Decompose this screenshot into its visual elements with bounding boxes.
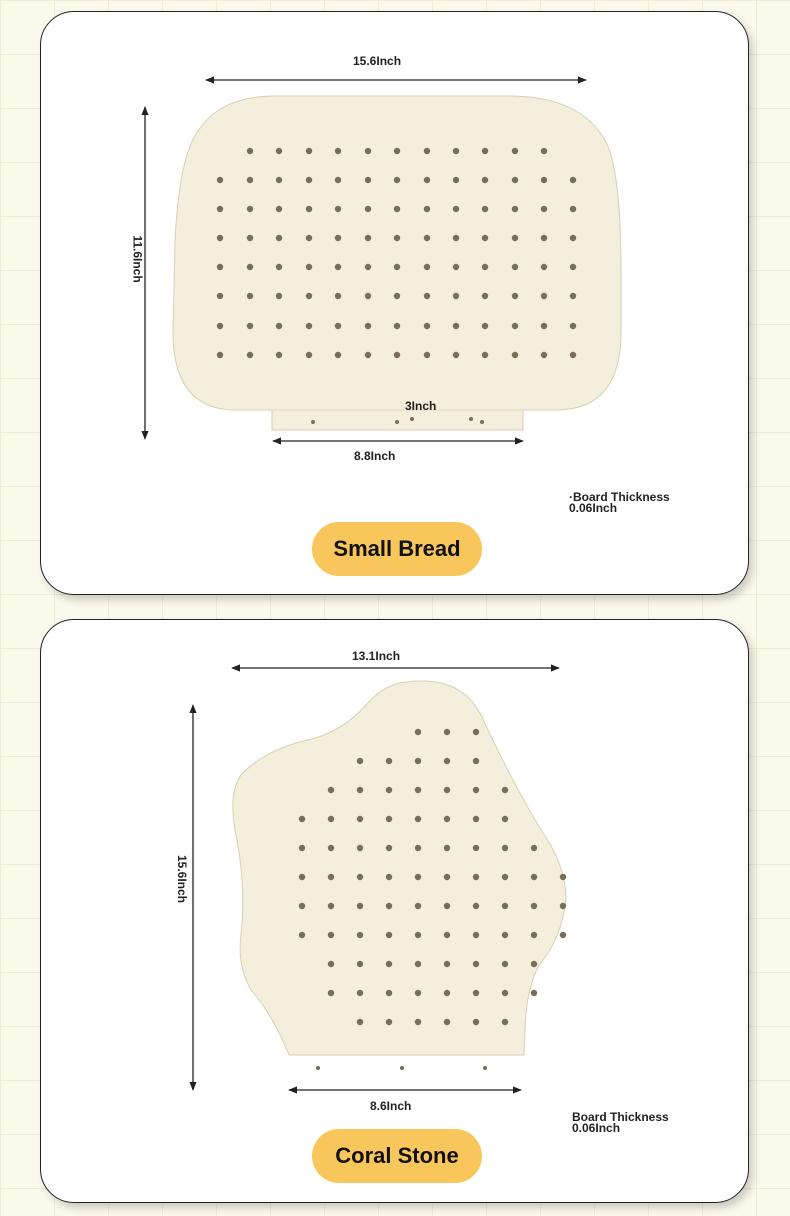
- hole: [276, 352, 282, 358]
- hole: [357, 816, 363, 822]
- hole: [444, 990, 450, 996]
- hole: [415, 874, 421, 880]
- hole: [217, 264, 223, 270]
- hole: [453, 293, 459, 299]
- thickness-value: 0.06Inch: [572, 1121, 621, 1135]
- coral-stone-board: [233, 681, 566, 1055]
- hole: [424, 148, 430, 154]
- hole: [512, 148, 518, 154]
- hole: [335, 352, 341, 358]
- hole: [394, 323, 400, 329]
- product-name-badge: Small Bread: [312, 522, 482, 576]
- thickness-label: Board Thickness: [572, 1110, 669, 1124]
- hole: [512, 352, 518, 358]
- hole: [482, 206, 488, 212]
- hole: [482, 293, 488, 299]
- hole: [306, 323, 312, 329]
- hole: [570, 352, 576, 358]
- base-label: 8.8Inch: [354, 449, 396, 463]
- hole: [512, 323, 518, 329]
- hole: [415, 787, 421, 793]
- hole: [541, 323, 547, 329]
- hole: [394, 148, 400, 154]
- hole: [316, 1066, 320, 1070]
- hole: [424, 323, 430, 329]
- hole: [306, 264, 312, 270]
- hole: [541, 352, 547, 358]
- hole: [570, 293, 576, 299]
- hole: [512, 264, 518, 270]
- hole: [424, 293, 430, 299]
- hole: [410, 417, 414, 421]
- hole: [306, 148, 312, 154]
- board-thickness: [569, 492, 670, 514]
- hole: [541, 206, 547, 212]
- hole: [365, 264, 371, 270]
- hole: [541, 293, 547, 299]
- hole: [541, 148, 547, 154]
- hole: [247, 206, 253, 212]
- hole: [570, 235, 576, 241]
- hole: [469, 417, 473, 421]
- hole: [365, 177, 371, 183]
- hole: [365, 235, 371, 241]
- hole: [453, 206, 459, 212]
- hole: [570, 177, 576, 183]
- hole: [400, 1066, 404, 1070]
- hole: [482, 352, 488, 358]
- hole: [217, 293, 223, 299]
- hole: [335, 235, 341, 241]
- hole: [386, 961, 392, 967]
- hole: [453, 177, 459, 183]
- hole: [217, 323, 223, 329]
- hole: [473, 787, 479, 793]
- hole: [444, 961, 450, 967]
- hole: [473, 729, 479, 735]
- base-label: 8.6Inch: [370, 1099, 412, 1113]
- hole: [483, 1066, 487, 1070]
- hole: [247, 235, 253, 241]
- hole: [473, 961, 479, 967]
- height-label: 11.6Inch: [130, 235, 145, 283]
- hole: [394, 177, 400, 183]
- product-card-coral-stone: [40, 619, 749, 1203]
- hole: [444, 845, 450, 851]
- hole: [482, 177, 488, 183]
- hole: [328, 874, 334, 880]
- hole: [473, 932, 479, 938]
- hole: [276, 264, 282, 270]
- hole: [473, 1019, 479, 1025]
- hole: [386, 1019, 392, 1025]
- hole: [357, 961, 363, 967]
- hole: [394, 235, 400, 241]
- hole: [502, 932, 508, 938]
- hole: [247, 148, 253, 154]
- hole: [395, 420, 399, 424]
- hole: [306, 206, 312, 212]
- hole: [394, 352, 400, 358]
- hole: [357, 903, 363, 909]
- hole: [473, 903, 479, 909]
- hole: [541, 177, 547, 183]
- hole: [335, 293, 341, 299]
- hole: [415, 932, 421, 938]
- hole: [541, 264, 547, 270]
- hole: [247, 293, 253, 299]
- hole: [424, 352, 430, 358]
- hole: [394, 293, 400, 299]
- hole: [365, 206, 371, 212]
- hole: [328, 845, 334, 851]
- hole: [276, 235, 282, 241]
- hole: [570, 264, 576, 270]
- hole: [502, 816, 508, 822]
- hole: [247, 323, 253, 329]
- hole: [335, 177, 341, 183]
- hole: [424, 177, 430, 183]
- hole: [335, 323, 341, 329]
- hole: [299, 874, 305, 880]
- hole: [560, 874, 566, 880]
- hole: [386, 932, 392, 938]
- hole: [444, 1019, 450, 1025]
- hole: [531, 932, 537, 938]
- hole: [482, 323, 488, 329]
- hole: [570, 323, 576, 329]
- thickness-value: 0.06Inch: [569, 501, 618, 515]
- hole: [299, 816, 305, 822]
- hole: [512, 235, 518, 241]
- hole: [415, 729, 421, 735]
- hole: [365, 323, 371, 329]
- hole: [482, 235, 488, 241]
- hole: [311, 420, 315, 424]
- hole: [328, 903, 334, 909]
- hole: [453, 323, 459, 329]
- hole: [365, 352, 371, 358]
- hole: [357, 1019, 363, 1025]
- hole: [386, 874, 392, 880]
- hole: [444, 874, 450, 880]
- hole: [217, 206, 223, 212]
- hole: [299, 903, 305, 909]
- hole: [473, 816, 479, 822]
- hole: [415, 758, 421, 764]
- hole: [217, 177, 223, 183]
- hole: [328, 932, 334, 938]
- hole: [386, 758, 392, 764]
- hole: [473, 845, 479, 851]
- hole: [299, 932, 305, 938]
- hole: [444, 903, 450, 909]
- hole: [473, 990, 479, 996]
- hole: [531, 990, 537, 996]
- hole: [335, 148, 341, 154]
- hole: [357, 932, 363, 938]
- hole: [217, 352, 223, 358]
- hole: [328, 816, 334, 822]
- hole: [502, 874, 508, 880]
- hole: [502, 990, 508, 996]
- hole: [502, 787, 508, 793]
- hole: [415, 845, 421, 851]
- hole: [415, 903, 421, 909]
- hole: [512, 206, 518, 212]
- hole: [247, 352, 253, 358]
- hole: [570, 206, 576, 212]
- hole: [276, 323, 282, 329]
- hole: [502, 845, 508, 851]
- hole: [357, 758, 363, 764]
- hole: [444, 932, 450, 938]
- hole: [560, 903, 566, 909]
- hole: [306, 177, 312, 183]
- hole: [541, 235, 547, 241]
- hole: [453, 148, 459, 154]
- hole: [502, 1019, 508, 1025]
- hole: [386, 845, 392, 851]
- hole: [386, 816, 392, 822]
- hole: [531, 874, 537, 880]
- hole: [444, 758, 450, 764]
- hole: [444, 787, 450, 793]
- hole: [424, 264, 430, 270]
- hole: [299, 845, 305, 851]
- hole: [247, 177, 253, 183]
- hole: [357, 787, 363, 793]
- hole: [386, 787, 392, 793]
- hole: [394, 206, 400, 212]
- hole: [328, 990, 334, 996]
- thickness-label: ·Board Thickness: [569, 490, 670, 504]
- hole: [386, 903, 392, 909]
- hole: [473, 874, 479, 880]
- hole: [531, 845, 537, 851]
- hole: [357, 990, 363, 996]
- hole: [531, 961, 537, 967]
- hole: [335, 206, 341, 212]
- hole: [502, 903, 508, 909]
- height-label: 15.6Inch: [175, 854, 190, 904]
- hole: [453, 352, 459, 358]
- hole: [415, 816, 421, 822]
- hole: [357, 845, 363, 851]
- hole: [415, 990, 421, 996]
- hole: [531, 903, 537, 909]
- hole: [394, 264, 400, 270]
- hole: [473, 758, 479, 764]
- hole: [306, 235, 312, 241]
- hole: [560, 932, 566, 938]
- hole: [365, 148, 371, 154]
- hole: [512, 293, 518, 299]
- product-card-small-bread: [40, 11, 749, 595]
- board-thickness: [572, 1112, 669, 1134]
- small-bread-board: [173, 96, 621, 430]
- hole: [415, 961, 421, 967]
- hole: [480, 420, 484, 424]
- hole: [306, 293, 312, 299]
- hole: [415, 1019, 421, 1025]
- hole: [306, 352, 312, 358]
- hole: [276, 206, 282, 212]
- hole: [453, 264, 459, 270]
- hole: [444, 729, 450, 735]
- hole: [424, 206, 430, 212]
- tab-label: 3Inch: [405, 399, 437, 413]
- hole: [357, 874, 363, 880]
- hole: [482, 264, 488, 270]
- hole: [276, 148, 282, 154]
- hole: [512, 177, 518, 183]
- hole: [335, 264, 341, 270]
- hole: [424, 235, 430, 241]
- product-name-badge: Coral Stone: [312, 1129, 482, 1183]
- hole: [365, 293, 371, 299]
- width-label: 13.1Inch: [352, 649, 401, 663]
- hole: [502, 961, 508, 967]
- hole: [217, 235, 223, 241]
- hole: [276, 293, 282, 299]
- hole: [453, 235, 459, 241]
- hole: [444, 816, 450, 822]
- hole: [328, 961, 334, 967]
- hole: [247, 264, 253, 270]
- hole: [386, 990, 392, 996]
- hole: [328, 787, 334, 793]
- hole: [482, 148, 488, 154]
- width-label: 15.6Inch: [353, 54, 402, 68]
- hole: [276, 177, 282, 183]
